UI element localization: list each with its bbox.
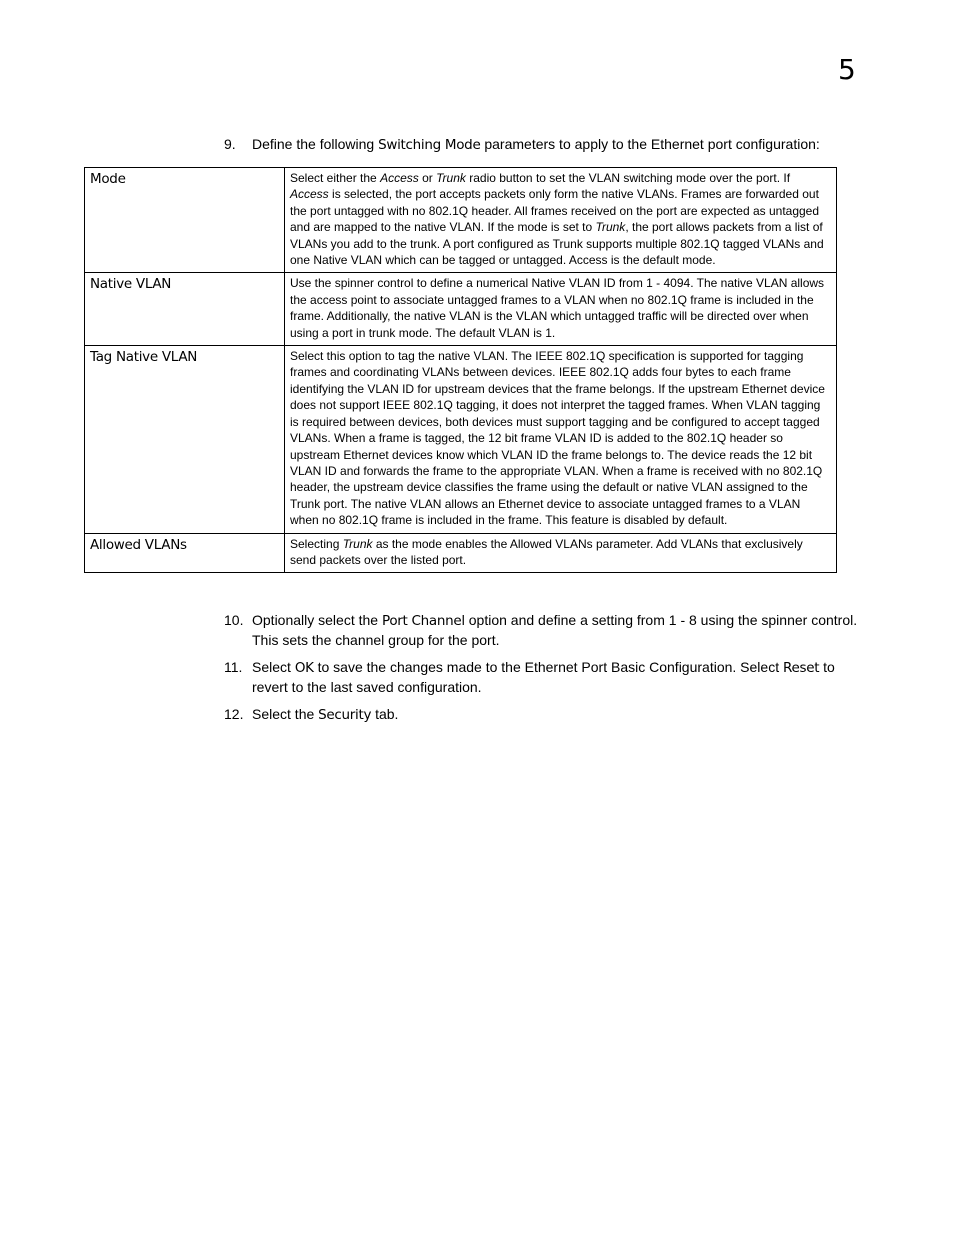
step-9 [224, 135, 874, 155]
table-row [85, 168, 837, 273]
step-number: 10. [224, 612, 244, 628]
switching-mode-parameters-table [84, 167, 837, 573]
table-row [85, 273, 837, 346]
step-number: 12. [224, 706, 244, 722]
param-name-mode: Mode [85, 168, 285, 273]
switching-mode-term: Switching Mode [378, 137, 481, 153]
step-11 [224, 658, 874, 697]
reset-term: Reset [782, 660, 820, 676]
param-desc-native-vlan: Use the spinner control to define a numerical Native VLAN ID from 1 - 4094. The native VLAN allows the access point to associate untagged frames to a VLAN when no 802.1Q frame is included in the frame. Additionally, the native VLAN is the VLAN which untagged traffic will be directed over when using a port in trunk mode. The default VLAN is 1. [285, 273, 837, 346]
chapter-number: 5 [838, 53, 856, 86]
param-desc-tag-native-vlan: Select this option to tag the native VLAN. The IEEE 802.1Q specification is supported for tagging frames and coordinating VLANs between devices. IEEE 802.1Q adds four bytes to each frame identifying the VLAN ID for upstream devices that the frame belongs. If the upstream Ethernet device does not support IEEE 802.1Q tagging, it does not interpret the tagged frames. When VLAN tagging is required between devices, both devices must support tagging and be configured to accept tagged VLANs. When a frame is tagged, the 12 bit frame VLAN ID is added to the 802.1Q header so upstream Ethernet devices know which VLAN ID the frame belongs to. The device reads the 12 bit VLAN ID and forwards the frame to the appropriate VLAN. When a frame is received with no 802.1Q header, the upstream device classifies the frame using the default or native VLAN assigned to the Trunk port. The native VLAN allows an Ethernet device to associate untagged frames to a VLAN when no 802.1Q frame is included in the frame. This feature is disabled by default. [285, 346, 837, 533]
step-text: Select the Security tab. [252, 706, 399, 723]
step-12 [224, 705, 874, 725]
table-row [85, 346, 837, 533]
step-text: Optionally select the Port Channel option and define a setting from 1 - 8 using the spinner control. This sets the channel group for the port. [252, 612, 858, 648]
port-channel-term: Port Channel [381, 613, 465, 629]
param-desc-mode: Select either the Access or Trunk radio button to set the VLAN switching mode over the port. If Access is selected, the port accepts packets only form the native VLANs. Frames are forwarded out the port untagged with no 802.1Q header. All frames received on the port are expected as untagged and are mapped to the native VLAN. If the mode is set to Trunk, the port allows packets from a list of VLANs you add to the trunk. A port configured as Trunk supports multiple 802.1Q tagged VLANs and one Native VLAN which can be tagged or untagged. Access is the default mode. [285, 168, 837, 273]
ok-term: OK [294, 660, 314, 676]
param-name-native-vlan: Native VLAN [85, 273, 285, 346]
step-10 [224, 611, 874, 650]
step-text: Define the following Switching Mode parameters to apply to the Ethernet port configuration: [252, 136, 820, 153]
step-number: 11. [224, 659, 243, 675]
step-number: 9. [224, 136, 236, 152]
step-text: Select OK to save the changes made to the Ethernet Port Basic Configuration. Select Reset to revert to the last saved configuration. [252, 659, 835, 695]
param-name-tag-native-vlan: Tag Native VLAN [85, 346, 285, 533]
security-term: Security [318, 707, 372, 723]
param-name-allowed-vlans: Allowed VLANs [85, 533, 285, 573]
table-row [85, 533, 837, 573]
param-desc-allowed-vlans: Selecting Trunk as the mode enables the Allowed VLANs parameter. Add VLANs that exclusively send packets over the listed port. [285, 533, 837, 573]
